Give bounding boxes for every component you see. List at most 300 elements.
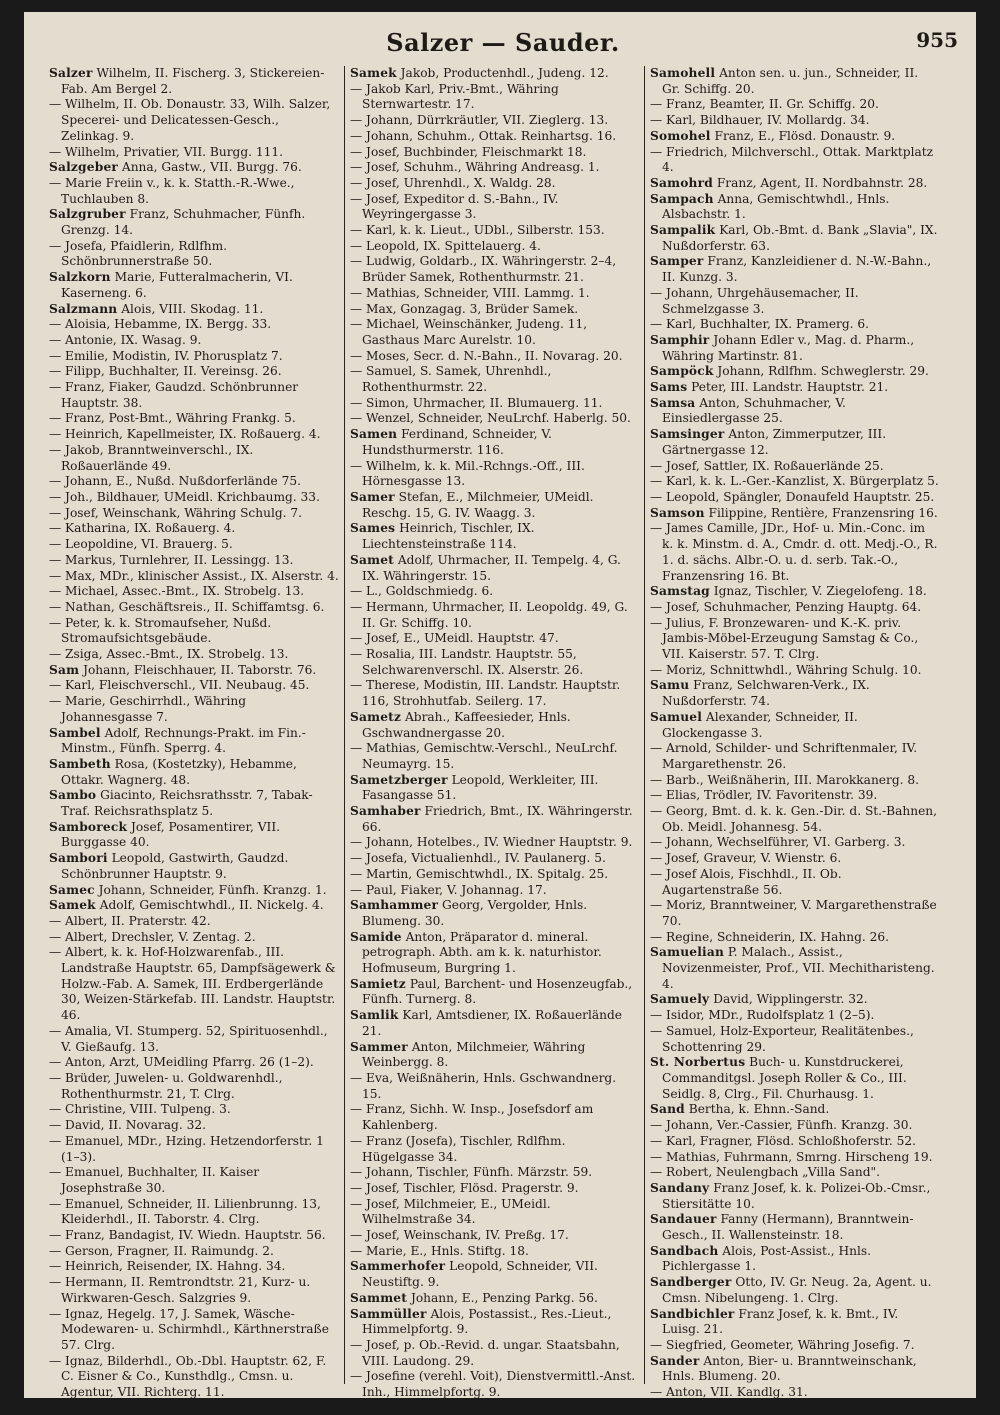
entry-text: — Zsiga, Assec.-Bmt., IX. Strobelg. 13. bbox=[49, 647, 289, 662]
entry-surname: Salzgeber bbox=[49, 160, 119, 175]
entry-text: — Wilhelm, II. Ob. Donaustr. 33, Wilh. Salzer, Specerei- und Delicatessen-Gesch., Zelinkag. 9. bbox=[49, 97, 331, 143]
entry-text: — Albert, II. Praterstr. 42. bbox=[49, 913, 211, 928]
entry-text: — Georg, Bmt. d. k. k. Gen.-Dir. d. St.-Bahnen, Ob. Meidl. Johannesg. 54. bbox=[650, 804, 938, 834]
directory-entry bbox=[650, 380, 939, 396]
directory-entry bbox=[49, 757, 339, 788]
directory-entry bbox=[650, 1055, 939, 1102]
entry-surname: Sampach bbox=[650, 191, 714, 206]
directory-entry bbox=[650, 867, 939, 898]
entry-text: — Josefa, Pfaidlerin, Rdlfhm. Schönbrunnerstraße 50. bbox=[49, 238, 228, 269]
directory-entry bbox=[49, 726, 339, 757]
entry-text: — Johann, E., Nußd. Nußdorferlände 75. bbox=[49, 474, 302, 489]
directory-entry bbox=[650, 1275, 939, 1306]
entry-text: David, Wipplingerstr. 32. bbox=[713, 992, 868, 1007]
directory-entry bbox=[49, 883, 339, 899]
directory-entry bbox=[650, 1024, 939, 1055]
directory-entry bbox=[650, 663, 939, 679]
entry-text: Franz Josef, k. k. Bmt., IV. Luisg. 21. bbox=[662, 1306, 899, 1337]
entry-text: Franz Josef, k. k. Polizei-Ob.-Cmsr., Stiersitätte 10. bbox=[662, 1180, 931, 1211]
entry-text: Filippine, Rentière, Franzensring 16. bbox=[708, 505, 938, 520]
directory-entry bbox=[350, 835, 639, 851]
entry-text: — Eva, Weißnäherin, Hnls. Gschwandnerg. 15. bbox=[350, 1071, 617, 1101]
entry-text: — Heinrich, Kapellmeister, IX. Roßauerg. 4. bbox=[49, 427, 321, 442]
directory-entry bbox=[650, 1165, 939, 1181]
entry-surname: Salzmann bbox=[49, 301, 118, 316]
entry-text: — Jakob Karl, Priv.-Bmt., Währing Sternwartestr. 17. bbox=[350, 81, 559, 112]
directory-entry bbox=[350, 521, 639, 552]
entry-text: — Moses, Secr. d. N.-Bahn., II. Novarag. 20. bbox=[350, 348, 623, 363]
directory-entry bbox=[49, 333, 339, 349]
directory-entry bbox=[350, 411, 639, 427]
directory-entry bbox=[49, 427, 339, 443]
entry-surname: Samper bbox=[650, 254, 704, 269]
entry-surname: Samu bbox=[650, 678, 690, 693]
entry-text: — Nathan, Geschäftsreis., II. Schiffamtsg. 6. bbox=[49, 599, 325, 614]
directory-entry bbox=[350, 1008, 639, 1039]
entry-surname: Samuel bbox=[650, 709, 703, 724]
entry-text: — Mathias, Fuhrmann, Smrng. Hirscheng 19. bbox=[650, 1149, 933, 1164]
directory-entry bbox=[350, 176, 639, 192]
entry-text: Friedrich, Bmt., IX. Währingerstr. 66. bbox=[362, 804, 633, 834]
directory-entry bbox=[650, 773, 939, 789]
entry-text: Franz, E., Flösd. Donaustr. 9. bbox=[714, 128, 896, 143]
directory-entry bbox=[350, 631, 639, 647]
directory-entry bbox=[650, 145, 939, 176]
directory-entry bbox=[49, 600, 339, 616]
directory-entry bbox=[49, 694, 339, 725]
directory-entry bbox=[350, 239, 639, 255]
directory-entry bbox=[49, 317, 339, 333]
entry-text: Anna, Gemischtwhdl., Hnls. Alsbachstr. 1. bbox=[662, 191, 890, 222]
entry-text: — Josef, E., UMeidl. Hauptstr. 47. bbox=[350, 631, 559, 646]
directory-entry bbox=[650, 835, 939, 851]
page-number: 955 bbox=[916, 28, 958, 52]
entry-text: Anton, Schuhmacher, V. Einsiedlergasse 25. bbox=[662, 395, 846, 426]
directory-entry bbox=[650, 788, 939, 804]
directory-entry bbox=[650, 521, 939, 584]
entry-text: — Emilie, Modistin, IV. Phorusplatz 7. bbox=[49, 348, 283, 363]
directory-entry bbox=[49, 553, 339, 569]
directory-entry bbox=[49, 930, 339, 946]
directory-entry bbox=[350, 490, 639, 521]
directory-entry bbox=[650, 992, 939, 1008]
entry-text: — Johann, Dürrkräutler, VII. Zieglerg. 13. bbox=[350, 113, 609, 128]
entry-text: — Max, MDr., klinischer Assist., IX. Alserstr. 4. bbox=[49, 568, 339, 583]
entry-text: — Mathias, Gemischtw.-Verschl., NeuLrchf. Neumayrg. 15. bbox=[350, 741, 618, 771]
entry-text: Franz, Schuhmacher, Fünfh. Grenzg. 14. bbox=[61, 207, 306, 238]
entry-surname: Sander bbox=[650, 1353, 700, 1368]
entry-text: Ferdinand, Schneider, V. Hundsthurmerstr. 116. bbox=[362, 427, 552, 457]
entry-text: Alois, VIII. Skodag. 11. bbox=[121, 301, 264, 316]
directory-entry bbox=[49, 349, 339, 365]
entry-text: — Johann, Uhrgehäusemacher, II. Schmelzgasse 3. bbox=[650, 285, 859, 316]
column-middle bbox=[344, 66, 644, 1400]
entry-surname: Samek bbox=[350, 66, 397, 80]
entry-text: — James Camille, JDr., Hof- u. Min.-Conc. im k. k. Minstm. d. A., Cmdr. d. ott. Medj.-O., R. 1. d. sächs. Albr.-O. u. d. serb. Tak.-O., Franzensring 16. Bt. bbox=[650, 521, 938, 583]
entry-text: — Emanuel, Buchhalter, II. Kaiser Josephstraße 30. bbox=[49, 1165, 260, 1195]
entry-text: — Josefine (verehl. Voit), Dienstvermittl.-Anst. Inh., Himmelpfortg. 9. bbox=[350, 1369, 636, 1400]
entry-text: — Franz (Josefa), Tischler, Rdlfhm. Hügelgasse 34. bbox=[350, 1133, 566, 1164]
directory-entry bbox=[49, 898, 339, 914]
directory-entry bbox=[49, 914, 339, 930]
entry-text: — Josef, Buchbinder, Fleischmarkt 18. bbox=[350, 144, 587, 159]
directory-entry bbox=[350, 741, 639, 772]
directory-entry bbox=[49, 1055, 339, 1071]
directory-entry bbox=[350, 883, 639, 899]
entry-text: Heinrich, Tischler, IX. Liechtensteinstraße 114. bbox=[362, 521, 535, 552]
entry-surname: Samohell bbox=[650, 66, 716, 80]
entry-text: — Josef, Expeditor d. S.-Bahn., IV. Weyringergasse 3. bbox=[350, 191, 559, 222]
directory-entry bbox=[350, 459, 639, 490]
directory-page bbox=[24, 12, 976, 1398]
entry-surname: Sambori bbox=[49, 851, 108, 866]
directory-entry bbox=[49, 820, 339, 851]
directory-entry bbox=[350, 349, 639, 365]
entry-text: Georg, Vergolder, Hnls. Blumeng. 30. bbox=[362, 898, 588, 928]
directory-entry bbox=[650, 364, 939, 380]
entry-text: — Peter, k. k. Stromaufseher, Nußd. Stromaufsichtsgebäude. bbox=[49, 615, 272, 646]
directory-entry bbox=[650, 129, 939, 145]
entry-text: Stefan, E., Milchmeier, UMeidl. Reschg. 15, G. IV. Waagg. 3. bbox=[362, 489, 594, 520]
entry-text: — Josef, Schuhm., Währing Andreasg. 1. bbox=[350, 160, 600, 175]
entry-text: — Franz, Bandagist, IV. Wiedn. Hauptstr. 56. bbox=[49, 1228, 326, 1243]
directory-entry bbox=[350, 286, 639, 302]
directory-entry bbox=[49, 302, 339, 318]
entry-text: — Marie, Geschirrhdl., Währing Johannesgasse 7. bbox=[49, 694, 247, 724]
directory-entry bbox=[350, 129, 639, 145]
entry-text: Leopold, Schneider, VII. Neustiftg. 9. bbox=[362, 1259, 598, 1290]
directory-entry bbox=[49, 788, 339, 819]
entry-surname: Sams bbox=[650, 380, 688, 395]
entry-surname: Samek bbox=[49, 898, 96, 913]
entry-text: — Michael, Weinschänker, Judeng. 11, Gasthaus Marc Aurelstr. 10. bbox=[350, 317, 588, 347]
directory-entry bbox=[49, 1259, 339, 1275]
directory-entry bbox=[49, 160, 339, 176]
directory-entry bbox=[350, 302, 639, 318]
entry-surname: Sammer bbox=[350, 1039, 408, 1054]
directory-entry bbox=[49, 1102, 339, 1118]
entry-text: Marie, Futteralmacherin, VI. Kaserneng. 6. bbox=[61, 270, 293, 300]
entry-surname: Salzgruber bbox=[49, 207, 126, 222]
directory-entry bbox=[650, 1150, 939, 1166]
directory-entry bbox=[350, 851, 639, 867]
directory-entry bbox=[650, 1134, 939, 1150]
directory-entry bbox=[49, 145, 339, 161]
directory-entry bbox=[350, 930, 639, 977]
entry-text: Ignaz, Tischler, V. Ziegelofeng. 18. bbox=[713, 584, 927, 599]
entry-text: Paul, Barchent- und Hosenzeugfab., Fünfh. Turnerg. 8. bbox=[362, 976, 633, 1007]
directory-entry bbox=[650, 1354, 939, 1385]
entry-surname: Samphir bbox=[650, 332, 710, 347]
directory-entry bbox=[350, 1197, 639, 1228]
entry-text: — Arnold, Schilder- und Schriftenmaler, IV. Margarethenstr. 26. bbox=[650, 741, 918, 771]
entry-text: — Ludwig, Goldarb., IX. Währingerstr. 2–4, Brüder Samek, Rothenthurmstr. 21. bbox=[350, 254, 617, 285]
entry-text: — Paul, Fiaker, V. Johannag. 17. bbox=[350, 882, 547, 897]
entry-text: — Wilhelm, Privatier, VII. Burgg. 111. bbox=[49, 144, 284, 159]
directory-entry bbox=[49, 474, 339, 490]
entry-text: Bertha, k. Ehnn.-Sand. bbox=[688, 1102, 830, 1117]
directory-entry bbox=[49, 1071, 339, 1102]
entry-surname: Sandberger bbox=[650, 1275, 732, 1290]
entry-text: — Marie, E., Hnls. Stiftg. 18. bbox=[350, 1243, 529, 1258]
directory-entry bbox=[350, 710, 639, 741]
entry-text: — Johann, Hotelbes., IV. Wiedner Hauptstr. 9. bbox=[350, 835, 633, 850]
entry-surname: Samietz bbox=[350, 976, 406, 991]
directory-entry bbox=[49, 176, 339, 207]
entry-text: — Max, Gonzagag. 3, Brüder Samek. bbox=[350, 301, 579, 316]
directory-entry bbox=[650, 333, 939, 364]
entry-text: — Karl, Fragner, Flösd. Schloßhoferstr. 52. bbox=[650, 1133, 916, 1148]
entry-surname: Sandbichler bbox=[650, 1306, 735, 1321]
directory-entry bbox=[650, 1385, 939, 1401]
directory-entry bbox=[49, 647, 339, 663]
entry-text: — Moriz, Branntweiner, V. Margarethenstraße 70. bbox=[650, 898, 937, 928]
directory-entry bbox=[350, 1228, 639, 1244]
entry-surname: Sam bbox=[49, 662, 80, 677]
directory-entry bbox=[350, 160, 639, 176]
directory-entry bbox=[650, 1338, 939, 1354]
entry-surname: Somohel bbox=[650, 128, 711, 143]
entry-text: — Joh., Bildhauer, UMeidl. Krichbaumg. 33. bbox=[49, 489, 320, 504]
entry-text: — Martin, Gemischtwhdl., IX. Spitalg. 25. bbox=[350, 866, 609, 881]
entry-text: — Emanuel, Schneider, II. Lilienbrunng. 13, Kleiderhdl., II. Taborstr. 4. Clrg. bbox=[49, 1196, 321, 1227]
entry-surname: Samen bbox=[350, 427, 398, 442]
entry-text: — Brüder, Juwelen- u. Goldwarenhdl., Rothenthurmstr. 21, T. Clrg. bbox=[49, 1071, 283, 1101]
entry-surname: Sampalik bbox=[650, 223, 716, 238]
entry-text: — Amalia, VI. Stumperg. 52, Spirituosenhdl., V. Gießaufg. 13. bbox=[49, 1023, 328, 1054]
entry-text: — Josef, Schuhmacher, Penzing Hauptg. 64. bbox=[650, 599, 922, 614]
directory-entry bbox=[49, 270, 339, 301]
entry-text: Wilhelm, II. Fischerg. 3, Stickereien-Fab. Am Bergel 2. bbox=[61, 66, 325, 96]
directory-entry bbox=[350, 898, 639, 929]
directory-entry bbox=[650, 396, 939, 427]
directory-entry bbox=[49, 521, 339, 537]
directory-entry bbox=[350, 192, 639, 223]
entry-surname: Sandbach bbox=[650, 1243, 719, 1258]
entry-text: — Hermann, II. Remtrondtstr. 21, Kurz- u. Wirkwaren-Gesch. Salzgries 9. bbox=[49, 1275, 311, 1305]
directory-entry bbox=[350, 584, 639, 600]
directory-entry bbox=[350, 1165, 639, 1181]
entry-text: — Jakob, Branntweinverschl., IX. Roßauerlände 49. bbox=[49, 442, 254, 473]
entry-text: — David, II. Novarag. 32. bbox=[49, 1118, 206, 1133]
entry-text: — Emanuel, MDr., Hzing. Hetzendorferstr. 1 (1–3). bbox=[49, 1133, 324, 1164]
entry-text: Leopold, Gastwirth, Gaudzd. Schönbrunner Hauptstr. 9. bbox=[61, 851, 289, 881]
directory-entry bbox=[49, 616, 339, 647]
entry-text: — Ignaz, Bilderhdl., Ob.-Dbl. Hauptstr. 62, F. C. Eisner & Co., Kunsthdlg., Cmsn. u. Agentur, VII. Richterg. 11. bbox=[49, 1353, 327, 1400]
directory-entry bbox=[650, 97, 939, 113]
directory-entry bbox=[49, 584, 339, 600]
directory-entry bbox=[49, 1165, 339, 1196]
directory-entry bbox=[49, 490, 339, 506]
entry-text: — Ignaz, Hegelg. 17, J. Samek, Wäsche-Modewaren- u. Schirmhdl., Kärthnerstraße 57. Clrg. bbox=[49, 1306, 329, 1352]
entry-text: Anton, Milchmeier, Währing Weinbergg. 8. bbox=[362, 1039, 586, 1070]
entry-text: — Friedrich, Milchverschl., Ottak. Marktplatz 4. bbox=[650, 144, 934, 175]
entry-text: — Josef, Milchmeier, E., UMeidl. Wilhelmstraße 34. bbox=[350, 1196, 551, 1227]
entry-text: — Moriz, Schnittwhdl., Währing Schulg. 10. bbox=[650, 662, 922, 677]
directory-entry bbox=[49, 207, 339, 238]
entry-surname: Samstag bbox=[650, 584, 710, 599]
entry-text: — Josef Alois, Fischhdl., II. Ob. Augartenstraße 56. bbox=[650, 866, 842, 897]
entry-text: — Katharina, IX. Roßauerg. 4. bbox=[49, 521, 236, 536]
entry-text: Anton, Zimmerputzer, III. Gärtnergasse 12. bbox=[662, 427, 887, 457]
entry-surname: Samson bbox=[650, 505, 705, 520]
entry-text: Johann, Rdlfhm. Schweglerstr. 29. bbox=[717, 364, 929, 379]
directory-entry bbox=[49, 678, 339, 694]
directory-entry bbox=[650, 804, 939, 835]
entry-text: — Elias, Trödler, IV. Favoritenstr. 39. bbox=[650, 788, 878, 803]
entry-text: Karl, Ob.-Bmt. d. Bank „Slavia", IX. Nußdorferstr. 63. bbox=[662, 223, 938, 253]
directory-entry bbox=[350, 553, 639, 584]
directory-entry bbox=[49, 569, 339, 585]
entry-text: — Simon, Uhrmacher, II. Blumauerg. 11. bbox=[350, 395, 603, 410]
directory-entry bbox=[49, 364, 339, 380]
entry-text: — Josef, p. Ob.-Revid. d. ungar. Staatsbahn, VIII. Laudong. 29. bbox=[350, 1337, 620, 1368]
entry-surname: Sandany bbox=[650, 1180, 710, 1195]
entry-text: — Rosalia, III. Landstr. Hauptstr. 55, Selchwarenverschl. IX. Alserstr. 26. bbox=[350, 647, 584, 677]
directory-entry bbox=[650, 1118, 939, 1134]
entry-text: — Franz, Beamter, II. Gr. Schiffg. 20. bbox=[650, 97, 879, 112]
directory-entry bbox=[650, 176, 939, 192]
directory-entry bbox=[650, 741, 939, 772]
directory-entry bbox=[650, 223, 939, 254]
entry-surname: Salzkorn bbox=[49, 270, 111, 285]
entry-text: Anton, Präparator d. mineral. petrograph. Abth. am k. k. naturhistor. Hofmuseum, Burgring 1. bbox=[362, 929, 602, 976]
directory-entry bbox=[350, 867, 639, 883]
directory-entry bbox=[650, 490, 939, 506]
directory-entry bbox=[49, 1134, 339, 1165]
entry-text: Leopold, Werkleiter, III. Fasangasse 51. bbox=[362, 772, 599, 803]
entry-text: — Markus, Turnlehrer, II. Lessingg. 13. bbox=[49, 552, 294, 567]
entry-text: Franz, Kanzleidiener d. N.-W.-Bahn., II. Kunzg. 3. bbox=[662, 254, 932, 285]
entry-text: Johann, Schneider, Fünfh. Kranzg. 1. bbox=[98, 882, 327, 897]
directory-entry bbox=[350, 113, 639, 129]
directory-entry bbox=[350, 773, 639, 804]
directory-entry bbox=[350, 66, 639, 82]
entry-text: — Leopold, IX. Spittelauerg. 4. bbox=[350, 238, 541, 253]
entry-text: — Albert, k. k. Hof-Holzwarenfab., III. Landstraße Hauptstr. 65, Dampfsägewerk & Holzw.-Fab. A. Samek, III. Erdbergerlände 30, Weizen-Stärkefab. III. Landstr. Hauptstr. 46. bbox=[49, 945, 336, 1023]
directory-entry bbox=[350, 1071, 639, 1102]
directory-entry bbox=[650, 474, 939, 490]
entry-text: P. Malach., Assist., Novizenmeister, Prof., VII. Mechitharisteng. 4. bbox=[662, 945, 935, 991]
entry-surname: Sand bbox=[650, 1102, 685, 1117]
entry-text: — Gerson, Fragner, II. Raimundg. 2. bbox=[49, 1243, 274, 1258]
directory-entry bbox=[49, 851, 339, 882]
directory-entry bbox=[650, 66, 939, 97]
entry-text: Anton, Bier- u. Branntweinschank, Hnls. Blumeng. 20. bbox=[662, 1353, 917, 1384]
entry-text: — Franz, Fiaker, Gaudzd. Schönbrunner Hauptstr. 38. bbox=[49, 380, 299, 410]
entry-surname: Samuelian bbox=[650, 945, 725, 960]
directory-entry bbox=[650, 317, 939, 333]
directory-entry bbox=[350, 427, 639, 458]
directory-entry bbox=[350, 145, 639, 161]
page-header bbox=[44, 22, 962, 66]
directory-entry bbox=[650, 678, 939, 709]
directory-entry bbox=[650, 898, 939, 929]
directory-entry bbox=[49, 1197, 339, 1228]
entry-surname: Sambeth bbox=[49, 756, 111, 771]
directory-entry bbox=[650, 945, 939, 992]
entry-text: — Therese, Modistin, III. Landstr. Hauptstr. 116, Strohhutfab. Seilerg. 17. bbox=[350, 678, 621, 709]
entry-text: Adolf, Uhrmacher, II. Tempelg. 4, G. IX. Währingerstr. 15. bbox=[362, 552, 621, 583]
entry-text: — Julius, F. Bronzewaren- und K.-K. priv. Jambis-Möbel-Erzeugung Samstag & Co., VII. Kaiserstr. 57. T. Clrg. bbox=[650, 615, 919, 662]
directory-entry bbox=[650, 710, 939, 741]
entry-surname: Samet bbox=[350, 552, 394, 567]
entry-text: Jakob, Productenhdl., Judeng. 12. bbox=[400, 66, 609, 80]
entry-surname: Sametzberger bbox=[350, 772, 448, 787]
directory-entry bbox=[350, 1134, 639, 1165]
entry-surname: Samide bbox=[350, 929, 402, 944]
entry-surname: Samsinger bbox=[650, 427, 725, 442]
entry-text: — Josef, Tischler, Flösd. Pragerstr. 9. bbox=[350, 1180, 579, 1195]
entry-text: — Johann, Tischler, Fünfh. Märzstr. 59. bbox=[350, 1165, 593, 1180]
entry-text: — Josefa, Victualienhdl., IV. Paulanerg. 5. bbox=[350, 851, 606, 866]
directory-entry bbox=[650, 616, 939, 663]
entry-text: — Karl, Bildhauer, IV. Mollardg. 34. bbox=[650, 113, 870, 128]
entry-surname: Sames bbox=[350, 521, 396, 536]
directory-entry bbox=[650, 584, 939, 600]
directory-entry bbox=[650, 254, 939, 285]
entry-text: Anna, Gastw., VII. Burgg. 76. bbox=[121, 160, 302, 175]
entry-text: Alois, Post-Assist., Hnls. Pichlergasse 1. bbox=[662, 1243, 872, 1274]
entry-text: — Aloisia, Hebamme, IX. Bergg. 33. bbox=[49, 317, 272, 332]
entry-text: Otto, IV. Gr. Neug. 2a, Agent. u. Cmsn. Nibelungeng. 1. Clrg. bbox=[662, 1275, 932, 1305]
entry-text: — Anton, VII. Kandlg. 31. bbox=[650, 1385, 808, 1400]
directory-entry bbox=[350, 1040, 639, 1071]
entry-surname: Sambel bbox=[49, 725, 101, 740]
entry-text: Johann Edler v., Mag. d. Pharm., Währing Martinstr. 81. bbox=[662, 332, 915, 363]
entry-text: — Marie Freiin v., k. k. Statth.-R.-Wwe., Tuchlauben 8. bbox=[49, 175, 295, 206]
directory-entry bbox=[650, 1212, 939, 1243]
directory-entry bbox=[49, 506, 339, 522]
entry-text: — Mathias, Schneider, VIII. Lammg. 1. bbox=[350, 285, 590, 300]
directory-entry bbox=[49, 1244, 339, 1260]
entry-text: Johann, Fleischhauer, II. Taborstr. 76. bbox=[83, 662, 317, 677]
column-right bbox=[644, 66, 944, 1400]
entry-text: — Karl, Buchhalter, IX. Pramerg. 6. bbox=[650, 317, 870, 332]
entry-text: Adolf, Gemischtwhdl., II. Nickelg. 4. bbox=[99, 898, 324, 913]
entry-surname: Samer bbox=[350, 489, 395, 504]
directory-entry bbox=[350, 804, 639, 835]
directory-entry bbox=[650, 459, 939, 475]
directory-entry bbox=[350, 678, 639, 709]
entry-surname: Sammerhofer bbox=[350, 1259, 446, 1274]
entry-text: — Johann, Ver.-Cassier, Fünfh. Kranzg. 30. bbox=[650, 1118, 913, 1133]
directory-entry bbox=[350, 1102, 639, 1133]
directory-entry bbox=[650, 192, 939, 223]
entry-surname: Samhammer bbox=[350, 898, 439, 913]
entry-text: — Wenzel, Schneider, NeuLrchf. Haberlg. 50. bbox=[350, 411, 631, 426]
entry-text: — Christine, VIII. Tulpeng. 3. bbox=[49, 1102, 231, 1117]
directory-entry bbox=[650, 427, 939, 458]
directory-entry bbox=[650, 1244, 939, 1275]
entry-text: — Johann, Wechselführer, VI. Garberg. 3. bbox=[650, 835, 906, 850]
directory-entry bbox=[49, 663, 339, 679]
entry-surname: Samsa bbox=[650, 395, 696, 410]
entry-text: — Hermann, Uhrmacher, II. Leopoldg. 49, G. II. Gr. Schiffg. 10. bbox=[350, 599, 628, 630]
entry-surname: Sambo bbox=[49, 788, 97, 803]
directory-entry bbox=[650, 930, 939, 946]
entry-text: — Franz, Post-Bmt., Währing Frankg. 5. bbox=[49, 411, 296, 426]
entry-text: — Josef, Weinschank, Währing Schulg. 7. bbox=[49, 505, 303, 520]
directory-entry bbox=[49, 1118, 339, 1134]
directory-entry bbox=[650, 286, 939, 317]
directory-entry bbox=[49, 1307, 339, 1354]
entry-text: — Isidor, MDr., Rudolfsplatz 1 (2–5). bbox=[650, 1008, 875, 1023]
entry-text: Buch- u. Kunstdruckerei, Commanditgsl. Joseph Roller & Co., III. Seidlg. 8, Clrg., Fil. Churhausg. 1. bbox=[662, 1055, 907, 1101]
entry-text: — Wilhelm, k. k. Mil.-Rchngs.-Off., III. Hörnesgasse 13. bbox=[350, 458, 585, 489]
entry-surname: Sametz bbox=[350, 709, 402, 724]
entry-text: — Samuel, S. Samek, Uhrenhdl., Rothenthurmstr. 22. bbox=[350, 364, 552, 395]
